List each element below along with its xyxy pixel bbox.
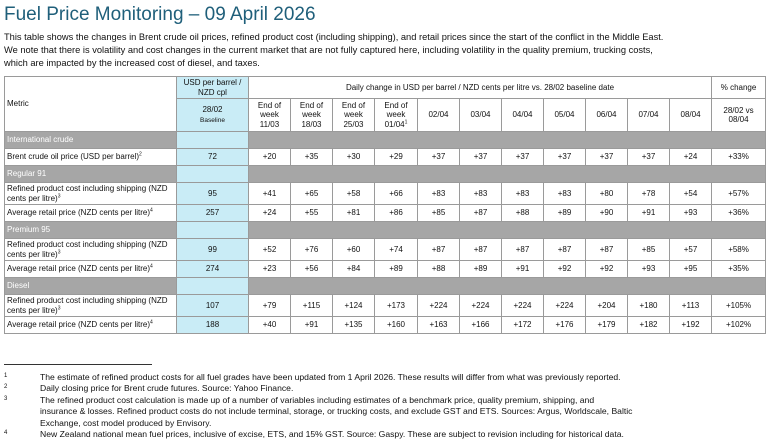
change-value: +115 (291, 295, 333, 317)
table-row (5, 261, 766, 278)
footnote-ref: 2 (139, 151, 142, 158)
pct-change-value: +33% (712, 149, 766, 166)
metric-label: Average retail price (NZD cents per litre) (7, 264, 151, 274)
change-value: +224 (544, 295, 586, 317)
change-value: +85 (418, 205, 460, 222)
change-value: +84 (333, 261, 375, 278)
change-value: +86 (375, 205, 418, 222)
baseline-value: 257 (177, 205, 249, 222)
change-value: +37 (586, 149, 628, 166)
footnote-ref: 1 (404, 119, 408, 126)
day-col-header: 06/04 (586, 99, 628, 132)
change-value: +91 (291, 317, 333, 334)
change-value: +85 (628, 239, 670, 261)
pct-change-value: +102% (712, 317, 766, 334)
change-value: +37 (460, 149, 502, 166)
change-value: +29 (375, 149, 418, 166)
section-row (5, 222, 766, 239)
change-value: +172 (502, 317, 544, 334)
footnote (4, 383, 764, 394)
metric-label: Average retail price (NZD cents per litre) (7, 208, 151, 218)
baseline-value: 107 (177, 295, 249, 317)
baseline-header: USD per barrel / NZD cpl (177, 77, 249, 99)
section-fill (249, 166, 766, 183)
metric-cell (5, 239, 177, 261)
change-value: +124 (333, 295, 375, 317)
metric-label: Refined product cost including shipping (NZD cents per litre) (7, 240, 168, 259)
week-date: 18/03 (301, 119, 322, 129)
section-name: Regular 91 (5, 166, 177, 183)
table-row (5, 183, 766, 205)
footnote-text (40, 383, 764, 394)
day-col-header: 03/04 (460, 99, 502, 132)
baseline-value: 99 (177, 239, 249, 261)
change-value: +135 (333, 317, 375, 334)
fuel-price-table (4, 76, 766, 334)
change-value: +83 (418, 183, 460, 205)
change-value: +55 (291, 205, 333, 222)
intro-line: which are impacted by the increased cost of diesel, and taxes. (4, 58, 260, 69)
footnotes (4, 372, 764, 440)
table-row (5, 317, 766, 334)
change-value: +160 (375, 317, 418, 334)
footnote (4, 372, 764, 383)
pct-change-header: % change (712, 77, 766, 99)
pct-change-value: +105% (712, 295, 766, 317)
metric-cell (5, 295, 177, 317)
section-baseline-cell (177, 222, 249, 239)
change-value: +173 (375, 295, 418, 317)
change-value: +24 (249, 205, 291, 222)
intro-line: This table shows the changes in Brent crude oil prices, refined product cost (including shipping), and retail prices since the start of the conflict in the Middle East. (4, 32, 664, 42)
change-value: +92 (544, 261, 586, 278)
metric-cell (5, 317, 177, 334)
change-value: +78 (628, 183, 670, 205)
baseline-value: 72 (177, 149, 249, 166)
footnote-ref: 4 (150, 207, 153, 214)
change-value: +93 (670, 205, 712, 222)
change-value: +23 (249, 261, 291, 278)
footnote-number: 1 (4, 373, 8, 379)
page-title: Fuel Price Monitoring – 09 April 2026 (4, 4, 316, 25)
change-value: +90 (586, 205, 628, 222)
change-value: +204 (586, 295, 628, 317)
section-name: Diesel (5, 278, 177, 295)
change-value: +95 (670, 261, 712, 278)
footnote-number: 2 (4, 384, 8, 391)
footnote-line: The estimate of refined product costs for all fuel grades have been updated from 1 April 2026. These results will differ from what was previously reported. (40, 372, 621, 382)
change-value: +30 (333, 149, 375, 166)
change-value: +24 (670, 149, 712, 166)
change-value: +224 (418, 295, 460, 317)
change-value: +54 (670, 183, 712, 205)
week-label: End of week (384, 100, 408, 120)
week-label: End of week (341, 100, 366, 120)
change-value: +180 (628, 295, 670, 317)
section-row (5, 278, 766, 295)
pct-sub-header: 28/02 vs 08/04 (712, 99, 766, 132)
change-value: +52 (249, 239, 291, 261)
week-col-header (291, 99, 333, 132)
change-value: +57 (670, 239, 712, 261)
change-value: +56 (291, 261, 333, 278)
table-row (5, 295, 766, 317)
change-value: +87 (418, 239, 460, 261)
change-value: +224 (502, 295, 544, 317)
change-value: +66 (375, 183, 418, 205)
pct-change-value: +57% (712, 183, 766, 205)
change-value: +76 (291, 239, 333, 261)
change-value: +88 (418, 261, 460, 278)
pct-change-value: +36% (712, 205, 766, 222)
section-fill (249, 222, 766, 239)
day-col-header: 05/04 (544, 99, 586, 132)
change-value: +88 (502, 205, 544, 222)
change-value: +163 (418, 317, 460, 334)
change-value: +87 (460, 239, 502, 261)
footnote (4, 395, 764, 429)
intro-line: We note that there is volatility and cost changes in the current market that are not fully captured here, including volatility in the quality premium, trucking costs, (4, 45, 653, 56)
footnote-line: Daily closing price for Brent crude futures. Source: Yahoo Finance. (40, 383, 294, 394)
section-fill (249, 132, 766, 149)
footnote-number: 3 (4, 395, 8, 402)
change-value: +80 (586, 183, 628, 205)
change-value: +83 (544, 183, 586, 205)
change-value: +83 (460, 183, 502, 205)
section-fill (249, 278, 766, 295)
day-col-header: 02/04 (418, 99, 460, 132)
week-label: End of week (299, 100, 324, 120)
change-value: +91 (502, 261, 544, 278)
footnote-line: Exchange, cost model produced by Envisory. (40, 417, 212, 428)
footnote-text (40, 372, 764, 383)
intro-text (4, 31, 764, 71)
week-col-header (333, 99, 375, 132)
change-value: +87 (544, 239, 586, 261)
baseline-date: 28/02 (202, 105, 223, 114)
metric-cell (5, 183, 177, 205)
change-value: +166 (460, 317, 502, 334)
footnote-ref: 4 (150, 263, 153, 270)
section-name: Premium 95 (5, 222, 177, 239)
change-value: +37 (544, 149, 586, 166)
change-value: +176 (544, 317, 586, 334)
change-value: +113 (670, 295, 712, 317)
day-col-header: 08/04 (670, 99, 712, 132)
metric-cell (5, 261, 177, 278)
metric-label: Refined product cost including shipping (NZD cents per litre) (7, 296, 168, 315)
footnote-ref: 3 (57, 192, 61, 199)
daily-change-header: Daily change in USD per barrel / NZD cents per litre vs. 28/02 baseline date (249, 77, 712, 99)
pct-change-value: +35% (712, 261, 766, 278)
footnote-line: New Zealand national mean fuel prices, inclusive of excise, ETS, and 15% GST. Source: Gaspy. These are subject to revision including for historical data. (40, 429, 624, 440)
footnote-text (40, 429, 764, 440)
table-row (5, 149, 766, 166)
change-value: +58 (333, 183, 375, 205)
footnote-number: 4 (4, 430, 8, 437)
footnote (4, 429, 764, 440)
change-value: +41 (249, 183, 291, 205)
week-date: 25/03 (343, 119, 364, 129)
metric-label: Brent crude oil price (USD per barrel) (7, 152, 140, 162)
change-value: +40 (249, 317, 291, 334)
change-value: +93 (628, 261, 670, 278)
section-row (5, 166, 766, 183)
table-body (5, 132, 766, 334)
change-value: +87 (586, 239, 628, 261)
section-row (5, 132, 766, 149)
metric-cell (5, 205, 177, 222)
week-date: 01/04 (384, 119, 405, 129)
change-value: +79 (249, 295, 291, 317)
footnote-divider (4, 364, 152, 365)
week-col-header (375, 99, 418, 132)
change-value: +92 (586, 261, 628, 278)
baseline-value: 188 (177, 317, 249, 334)
baseline-label: Baseline (200, 116, 225, 124)
section-baseline-cell (177, 166, 249, 183)
change-value: +37 (628, 149, 670, 166)
footnote-line: The refined product cost calculation is made up of a number of variables including estimates of a benchmark price, quality premium, shipping, and (40, 394, 595, 405)
metric-header: Metric (5, 77, 177, 132)
baseline-value: 95 (177, 183, 249, 205)
section-baseline-cell (177, 132, 249, 149)
week-label: End of week (257, 100, 282, 120)
change-value: +89 (460, 261, 502, 278)
change-value: +74 (375, 239, 418, 261)
week-date: 11/03 (259, 119, 280, 129)
baseline-value: 274 (177, 261, 249, 278)
change-value: +91 (628, 205, 670, 222)
change-value: +89 (544, 205, 586, 222)
day-col-header: 04/04 (502, 99, 544, 132)
footnote-ref: 3 (57, 304, 61, 311)
section-name: International crude (5, 132, 177, 149)
metric-label: Refined product cost including shipping (NZD cents per litre) (7, 184, 168, 203)
change-value: +179 (586, 317, 628, 334)
change-value: +83 (502, 183, 544, 205)
baseline-date-cell (177, 99, 249, 132)
footnote-ref: 3 (57, 248, 61, 255)
change-value: +81 (333, 205, 375, 222)
change-value: +20 (249, 149, 291, 166)
change-value: +35 (291, 149, 333, 166)
footnote-text (40, 395, 764, 429)
metric-cell (5, 149, 177, 166)
week-col-header (249, 99, 291, 132)
change-value: +65 (291, 183, 333, 205)
day-col-header: 07/04 (628, 99, 670, 132)
change-value: +192 (670, 317, 712, 334)
pct-change-value: +58% (712, 239, 766, 261)
change-value: +89 (375, 261, 418, 278)
footnote-ref: 4 (150, 319, 153, 326)
table-row (5, 239, 766, 261)
change-value: +87 (460, 205, 502, 222)
metric-label: Average retail price (NZD cents per litre) (7, 320, 151, 330)
change-value: +87 (502, 239, 544, 261)
change-value: +60 (333, 239, 375, 261)
change-value: +37 (502, 149, 544, 166)
section-baseline-cell (177, 278, 249, 295)
change-value: +182 (628, 317, 670, 334)
change-value: +224 (460, 295, 502, 317)
footnote-line: insurance & losses. Refined product costs do not include terminal, storage, or trucking costs, and exclude GST and ETS. Sources: Argus, Worldscale, Baltic (40, 406, 633, 417)
change-value: +37 (418, 149, 460, 166)
table-row (5, 205, 766, 222)
